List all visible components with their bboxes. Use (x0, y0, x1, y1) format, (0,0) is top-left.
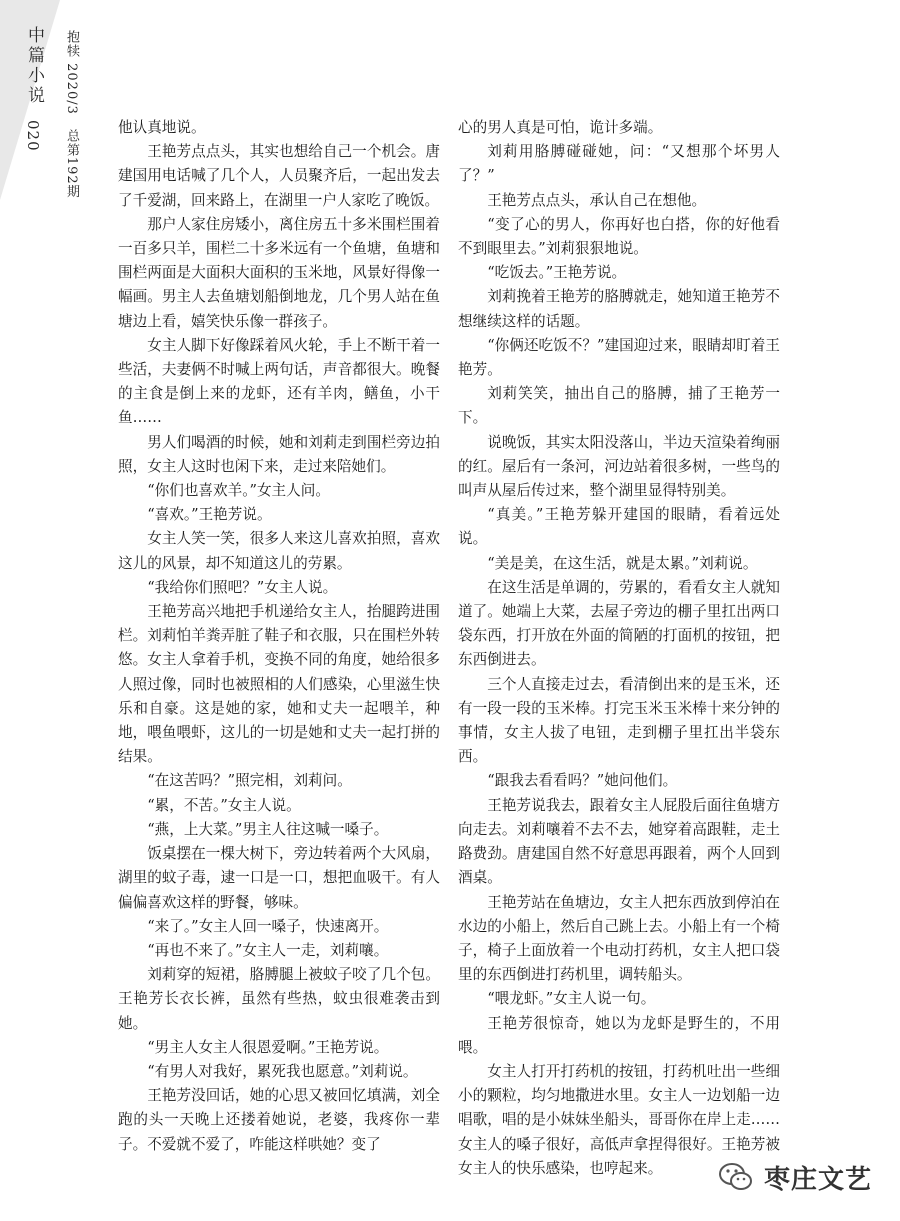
paragraph: “在这苦吗？”照完相，刘莉问。 (147, 772, 352, 790)
paragraph: 王艳芳点点头，其实也想给自己一个机会。唐建国用电话喊了几个人，人员聚齐后，一起出发去了千爱湖，回来路上，在湖里一户人家吃了晚饭。 (118, 143, 440, 209)
paragraph: 王艳芳没回话，她的心思又被回忆填满，刘全跑的头一天晚上还搂着她说，老婆，我疼你一辈子。不爱就不爱了，咋能这样哄她？变了 (118, 1087, 440, 1153)
paragraph: “真美。”王艳芳躲开建国的眼睛，看着远处说。 (458, 506, 780, 548)
paragraph: 王艳芳说我去，跟着女主人屁股后面往鱼塘方向走去。刘莉嚷着不去不去，她穿着高跟鞋，走土路费劲。唐建国自然不好意思再跟着，两个人回到酒桌。 (458, 796, 780, 887)
paragraph: “你们也喜欢羊。”女主人问。 (147, 482, 330, 500)
paragraph: 男人们喝酒的时候，她和刘莉走到围栏旁边拍照，女主人这时也闲下来，走过来陪她们。 (118, 433, 440, 475)
watermark (716, 1157, 872, 1197)
journal-info: 抱犊 2020/3 总第192期 (64, 30, 79, 199)
paragraph: 三个人直接走过去，看清倒出来的是玉米，还有一段一段的玉米棒。打完玉米玉米棒十来分钟的事情，女主人拔了电钮，走到棚子里扛出半袋东西。 (458, 675, 780, 766)
paragraph: 女主人笑一笑，很多人来这儿喜欢拍照，喜欢这儿的风景，却不知道这儿的劳累。 (118, 530, 440, 572)
paragraph: “我给你们照吧？”女主人说。 (147, 578, 338, 596)
paragraph: 王艳芳点点头，承认自己在想他。 (487, 191, 707, 209)
paragraph: 王艳芳站在鱼塘边，女主人把东西放到停泊在水边的小船上，然后自己跳上去。小船上有一个椅子，椅子上面放着一个电动打药机，女主人把口袋里的东西倒进打药机里，调转船头。 (458, 893, 780, 984)
paragraph: “吃饭去。”王艳芳说。 (487, 264, 627, 282)
paragraph: “男主人女主人很恩爱啊。”王艳芳说。 (147, 1038, 389, 1056)
paragraph: “喜欢。”王艳芳说。 (147, 506, 272, 524)
paragraph: “燕，上大菜。”男主人往这喊一嗓子。 (147, 820, 389, 838)
paragraph: “美是美，在这生活，就是太累。”刘莉说。 (487, 554, 758, 572)
paragraph: “你俩还吃饭不？”建国迎过来，眼睛却盯着王艳芳。 (458, 336, 780, 379)
paragraph: 刘莉挽着王艳芳的胳膊就走，她知道王艳芳不想继续这样的话题。 (458, 288, 780, 330)
paragraph: 他认真地说。 (118, 119, 206, 136)
paragraph: “累，不苦。”女主人说。 (147, 796, 301, 814)
page-number: 020 (24, 120, 42, 152)
paragraph: 王艳芳很惊奇，她以为龙虾是野生的，不用喂。 (458, 1014, 780, 1056)
wechat-icon (716, 1157, 756, 1197)
paragraph: “跟我去看看吗？”她问他们。 (487, 772, 678, 790)
paragraph: “喂龙虾。”女主人说一句。 (487, 990, 656, 1008)
paragraph: 饭桌摆在一棵大树下，旁边转着两个大风扇，湖里的蚊子毒，逮一口是一口，想把血吸干。有人偏偏喜欢这样的野餐，够味。 (118, 845, 440, 911)
paragraph: 心的男人真是可怕，诡计多端。 (458, 119, 663, 136)
paragraph: “有男人对我好，累死我也愿意。”刘莉说。 (147, 1062, 418, 1080)
paragraph: 那户人家住房矮小，离住房五十多米围栏围着一百多只羊，围栏二十多米远有一个鱼塘，鱼塘和围栏两面是大面积大面积的玉米地，风景好得像一幅画。男主人去鱼塘划船倒地龙，几个男人站在鱼塘边上看，嬉笑快乐像一群孩子。 (118, 215, 440, 330)
paragraph: 刘莉用胳膊碰碰她，问：“又想那个坏男人了？” (458, 143, 780, 185)
paragraph: 王艳芳高兴地把手机递给女主人，抬腿跨进围栏。刘莉怕羊粪弄脏了鞋子和衣服，只在围栏外转悠。女主人拿着手机，变换不同的角度，她给很多人照过像，同时也被照相的人们感染，心里滋生快乐和自豪。这是她的家，她和丈夫一起喂羊，种地，喂鱼喂虾，这儿的一切是她和丈夫一起打拼的结果。 (118, 603, 440, 766)
paragraph: 刘莉笑笑，抽出自己的胳膊，捕了王艳芳一下。 (458, 385, 780, 427)
paragraph: 刘莉穿的短裙，胳膊腿上被蚊子咬了几个包。王艳芳长衣长裤，虽然有些热，蚊虫很难袭击到她。 (118, 966, 440, 1032)
paragraph: 女主人脚下好像踩着风火轮，手上不断干着一些活，夫妻俩不时喊上两句话，声音都很大。晚餐的主食是倒上来的龙虾，还有羊肉，鳝鱼，小干鱼…… (118, 336, 440, 427)
paragraph: 女主人打开打药机的按钮，打药机吐出一些细小的颗粒，均匀地撒进水里。女主人一边划船一边唱歌，唱的是小妹妹坐船头，哥哥你在岸上走……女主人的嗓子很好，高低声拿捏得很好。王艳芳被女主人的快乐感染，也哼起来。 (458, 1062, 780, 1177)
section-category: 中篇小说 (24, 26, 44, 106)
left-text-column (118, 116, 440, 1157)
paragraph: 说晚饭，其实太阳没落山，半边天渲染着绚丽的红。屋后有一条河，河边站着很多树，一些鸟的叫声从屋后传过来，整个湖里显得特别美。 (458, 433, 780, 500)
paragraph: “变了心的男人，你再好也白搭，你的好他看不到眼里去。”刘莉狠狠地说。 (458, 215, 780, 258)
paragraph: 在这生活是单调的，劳累的，看看女主人就知道了。她端上大菜，去屋子旁边的棚子里扛出两口袋东西，打开放在外面的简陋的打面机的按钮，把东西倒进去。 (458, 578, 780, 669)
right-text-column (458, 116, 780, 1181)
paragraph: “再也不来了。”女主人一走，刘莉嚷。 (147, 941, 389, 959)
paragraph: “来了。”女主人回一嗓子，快速离开。 (147, 917, 389, 935)
watermark-text: 枣庄文艺 (763, 1164, 872, 1195)
